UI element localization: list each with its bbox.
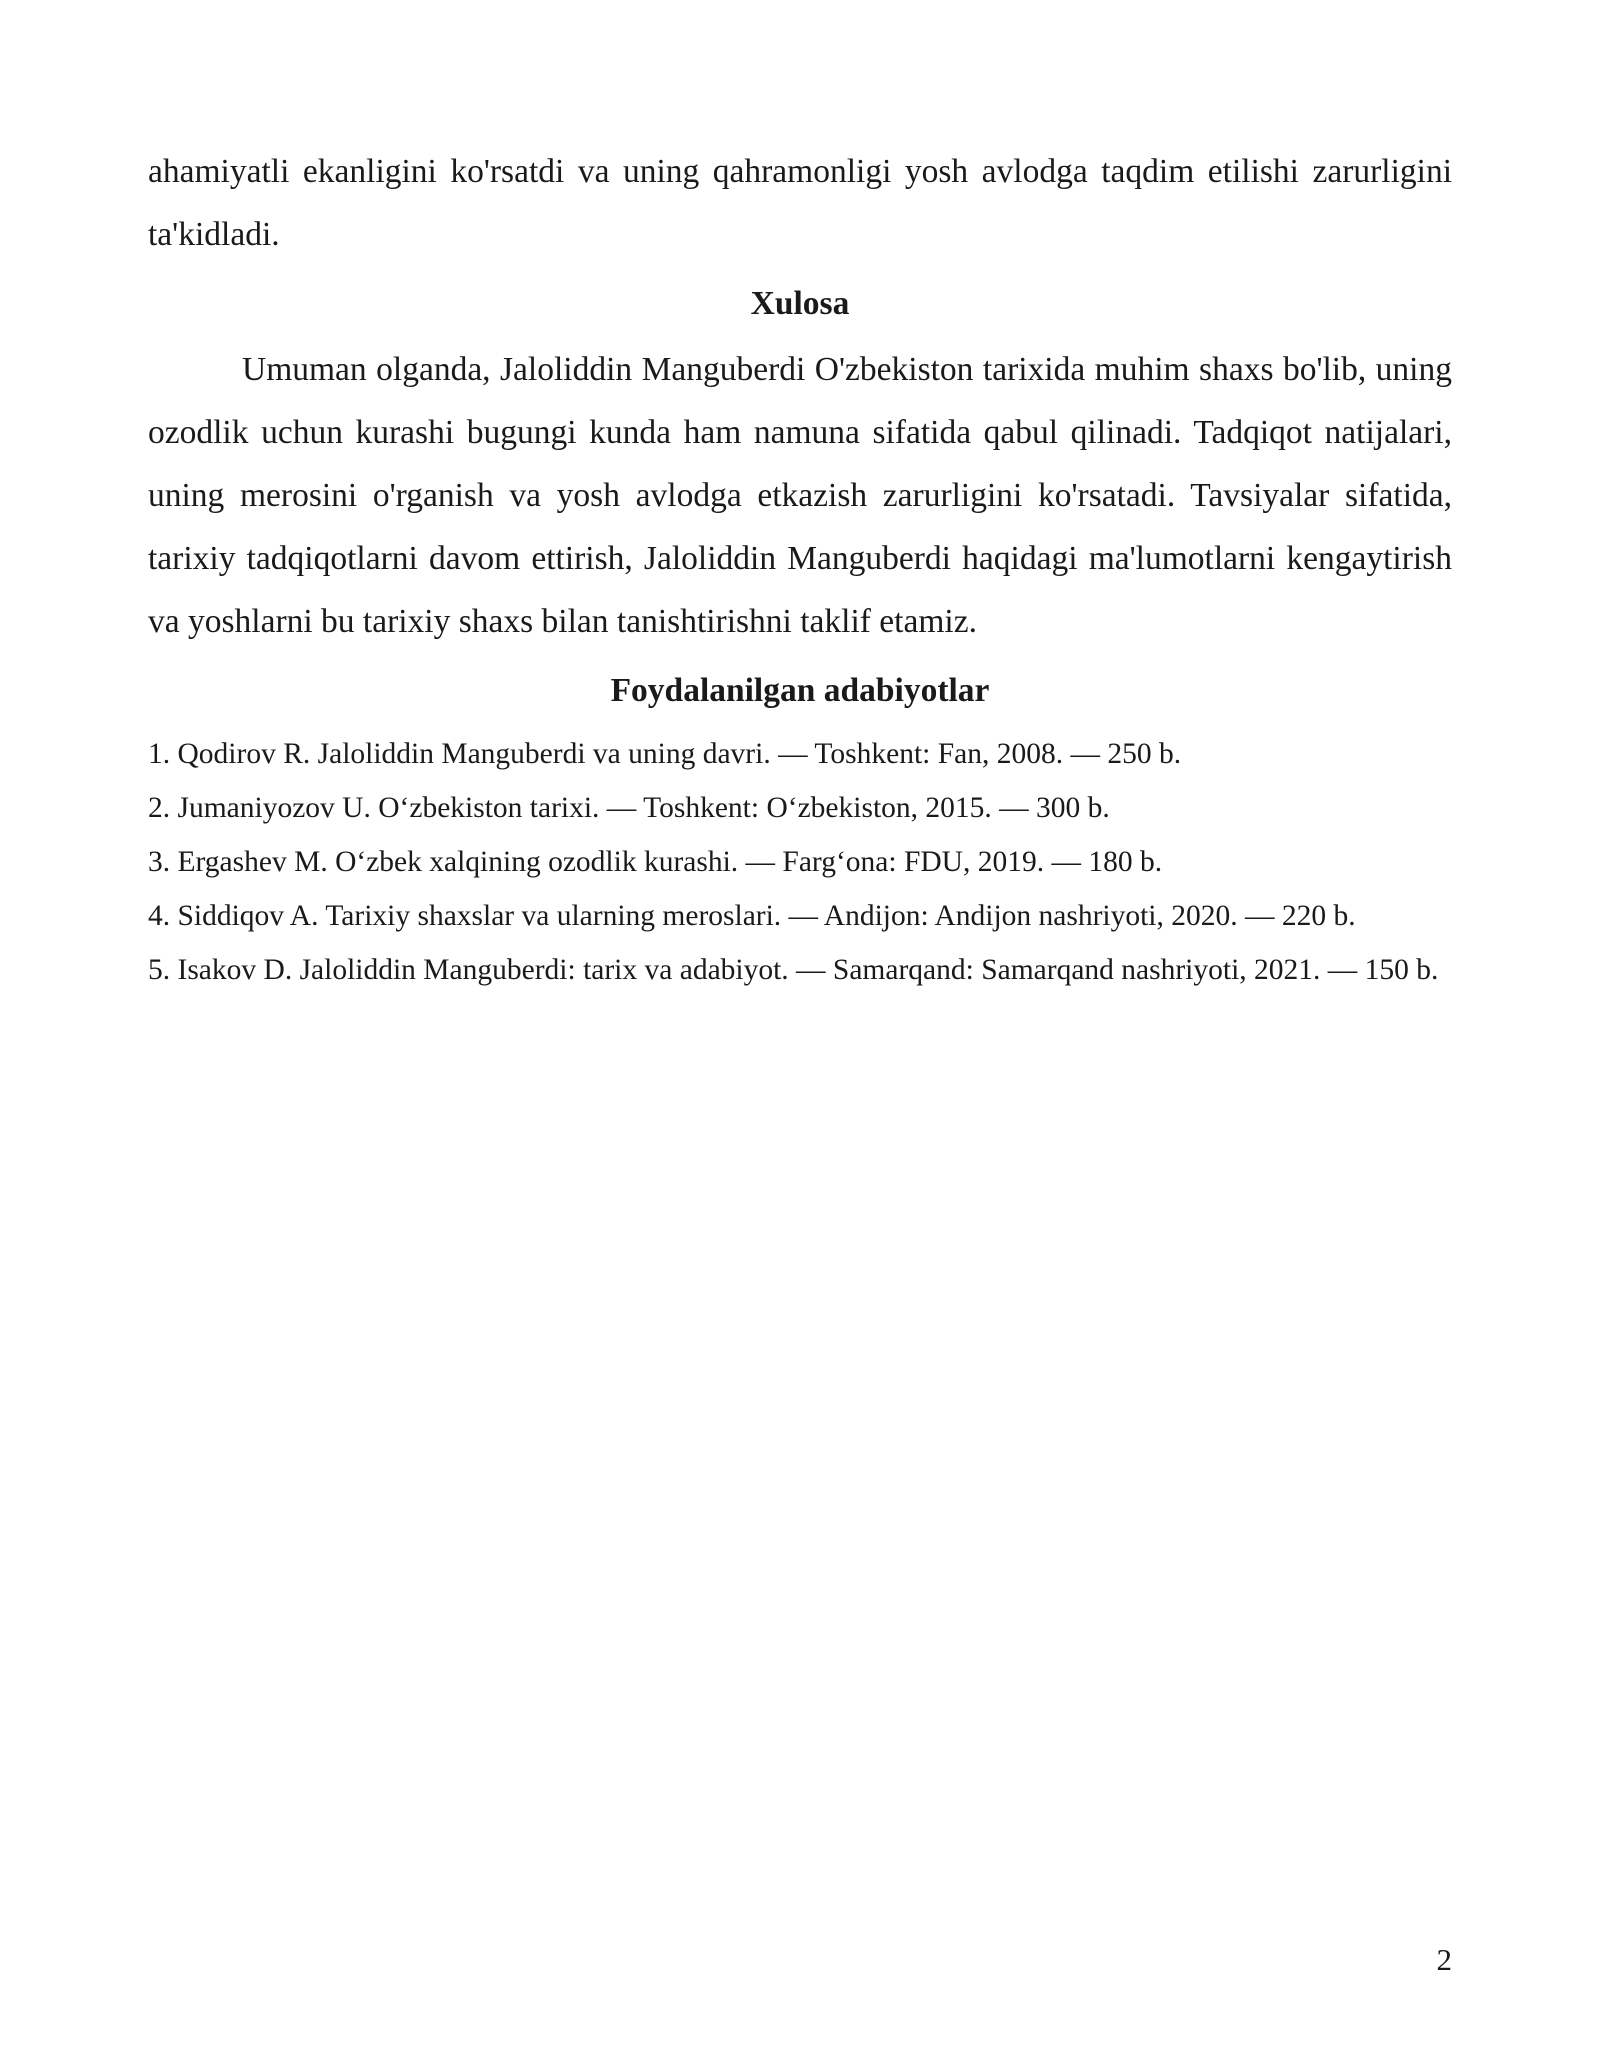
conclusion-heading: Xulosa <box>750 285 850 322</box>
reference-item: 3. Ergashev M. O‘zbek xalqining ozodlik kurashi. — Farg‘ona: FDU, 2019. — 180 b. <box>148 846 1163 878</box>
page-number: 2 <box>1436 1942 1452 1977</box>
document-page <box>148 140 1452 997</box>
conclusion-paragraph: Umuman olganda, Jaloliddin Manguberdi O'zbekiston tarixida muhim shaxs bo'lib, uning ozodlik uchun kurashi bugungi kunda ham namuna sifatida qabul qilinadi. Tadqiqot natijalari, uning merosini o'rganish va yosh avlodga etkazish zarurligini ko'rsatadi. Tavsiyalar sifatida, tarixiy tadqiqotlarni davom ettirish, Jaloliddin Manguberdi haqidagi ma'lumotlarni kengaytirish va yoshlarni bu tarixiy shaxs bilan tanishtirishni taklif etamiz. <box>148 351 1452 640</box>
references-heading: Foydalanilgan adabiyotlar <box>610 672 990 709</box>
intro-paragraph: ahamiyatli ekanligini ko'rsatdi va uning qahramonligi yosh avlodga taqdim etilishi zarurligini ta'kidladi. <box>148 153 1452 253</box>
references-list <box>148 727 1452 997</box>
reference-item: 1. Qodirov R. Jaloliddin Manguberdi va uning davri. — Toshkent: Fan, 2008. — 250 b. <box>148 738 1182 770</box>
reference-item: 5. Isakov D. Jaloliddin Manguberdi: tarix va adabiyot. — Samarqand: Samarqand nashriyoti, 2021. — 150 b. <box>148 954 1439 986</box>
reference-item: 4. Siddiqov A. Tarixiy shaxslar va ularning meroslari. — Andijon: Andijon nashriyoti, 2020. — 220 b. <box>148 900 1356 932</box>
reference-item: 2. Jumaniyozov U. O‘zbekiston tarixi. — Toshkent: O‘zbekiston, 2015. — 300 b. <box>148 792 1110 824</box>
